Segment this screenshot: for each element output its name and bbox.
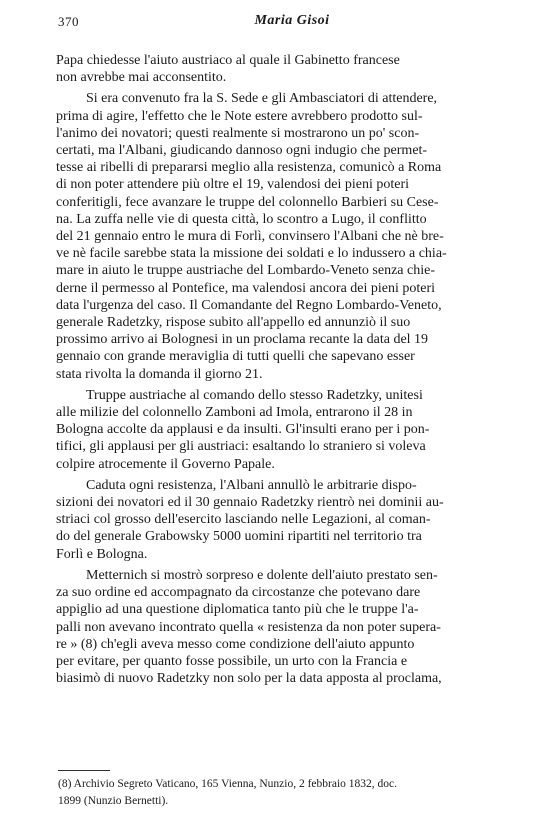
- text-line: Si era convenuto fra la S. Sede e gli Ambasciatori di attendere,: [86, 91, 438, 107]
- text-line: gennaio con grande meraviglia di tutti quelli che sapevano esser: [56, 349, 415, 365]
- paragraph: [56, 567, 532, 687]
- running-title: Maria Gisoi: [254, 13, 330, 28]
- text-line: colpire atrocemente il Governo Papale.: [56, 456, 275, 472]
- text-line: Bologna accolte da applausi e da insulti. Gl'insulti erano per i pon-: [56, 422, 430, 438]
- text-line: prossimo arrivo ai Bolognesi in un proclama recante la data del 19: [56, 332, 429, 348]
- body-text: [56, 52, 532, 691]
- text-line: ve nè facile sarebbe stata la missione dei soldati e lo indussero a chia-: [56, 246, 447, 262]
- text-line: striaci col grosso dell'esercito lasciando nelle Legazioni, al coman-: [56, 512, 431, 528]
- page-header: [58, 14, 526, 36]
- text-line: non avrebbe mai acconsentito.: [56, 70, 227, 86]
- text-line: palli non avevano incontrato quella « resistenza da non poter supera-: [56, 619, 441, 635]
- text-line: l'animo dei novatori; questi realmente si mostrarono un po' scon-: [56, 125, 420, 141]
- text-line: za suo ordine ed accompagnato da circostanze che potevano dare: [56, 585, 421, 601]
- text-line: Caduta ogni resistenza, l'Albani annullò le arbitrarie dispo-: [86, 477, 417, 493]
- text-line: del 21 gennaio entro le mura di Forlì, convinsero l'Albani che nè bre-: [56, 229, 444, 245]
- text-line: Forlì e Bologna.: [56, 546, 148, 562]
- paragraph: [56, 52, 532, 86]
- text-line: appiglio ad una questione diplomatica tanto più che le truppe l'a-: [56, 602, 419, 618]
- text-line: tesse ai ribelli di prepararsi meglio alla resistenza, comunicò a Roma: [56, 160, 442, 176]
- text-line: Metternich si mostrò sorpreso e dolente dell'aiuto prestato sen-: [86, 567, 438, 583]
- footnote: [58, 776, 528, 810]
- text-line: stata rivolta la domanda il giorno 21.: [56, 366, 263, 382]
- text-line: tifici, gli applausi per gli austriaci: esaltando lo straniero si voleva: [56, 439, 426, 455]
- text-line: certati, ma l'Albani, giudicando dannoso ogni indugio che permet-: [56, 143, 428, 159]
- text-line: generale Radetzky, rispose subito all'appello ed annunziò il suo: [56, 315, 411, 331]
- text-line: re » (8) ch'egli aveva messo come condizione dell'aiuto appunto: [56, 636, 415, 652]
- footnote-line: (8) Archivio Segreto Vaticano, 165 Vienna, Nunzio, 2 febbraio 1832, doc.: [58, 778, 398, 790]
- text-line: sizioni dei novatori ed il 30 gennaio Radetzky rientrò nei dominii au-: [56, 495, 444, 511]
- text-line: derne il permesso al Pontefice, ma valendosi ancora dei pieni poteri: [56, 280, 436, 296]
- text-line: di non poter attendere più oltre el 19, valendosi dei pieni poteri: [56, 177, 410, 193]
- footnote-line: 1899 (Nunzio Bernetti).: [58, 795, 169, 807]
- text-line: data l'urgenza del caso. Il Comandante del Regno Lombardo-Veneto,: [56, 297, 442, 313]
- text-line: prima di agire, l'effetto che le Note estere avrebbero prodotto sul-: [56, 108, 423, 124]
- text-line: alle milizie del colonnello Zamboni ad Imola, entrarono il 28 in: [56, 405, 413, 421]
- text-line: per evitare, per quanto fosse possibile, un urto con la Francia e: [56, 653, 408, 669]
- text-line: mare in aiuto le truppe austriache del Lombardo-Veneto senza chie-: [56, 263, 436, 279]
- text-line: Papa chiedesse l'aiuto austriaco al quale il Gabinetto francese: [56, 53, 400, 68]
- paragraph: [56, 90, 532, 382]
- page-number: 370: [58, 14, 79, 29]
- paragraph: [56, 387, 532, 473]
- footnote-rule: [58, 770, 110, 771]
- text-line: biasimò di nuovo Radetzky non solo per la data apposta al proclama,: [56, 671, 442, 687]
- paragraph: [56, 477, 532, 563]
- text-line: na. La zuffa nelle vie di questa città, lo scontro a Lugo, il conflitto: [56, 211, 427, 227]
- text-line: do del generale Grabowsky 5000 uomini ripartiti nel territorio tra: [56, 529, 422, 545]
- text-line: Truppe austriache al comando dello stesso Radetzky, unitesi: [86, 387, 423, 403]
- text-line: conferitigli, fece avanzare le truppe del colonnello Barbieri su Cese-: [56, 194, 439, 210]
